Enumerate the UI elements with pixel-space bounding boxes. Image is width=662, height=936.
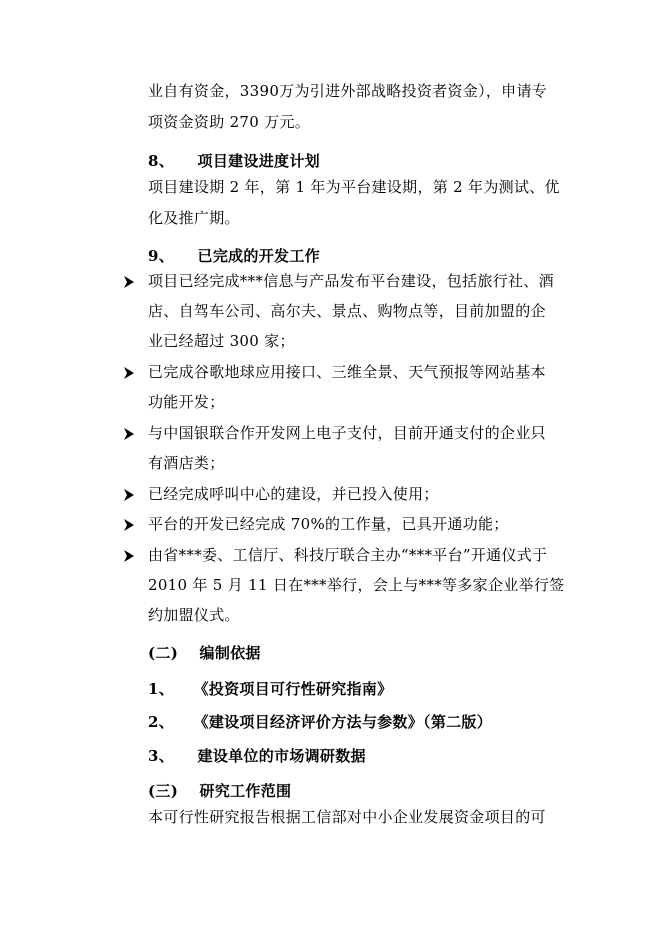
bullet-text-line: 业已经超过 300 家； — [148, 332, 295, 350]
arrowhead-bullet-icon — [122, 427, 136, 441]
body-text-line: 业自有资金，3390万为引进外部战略投资者资金），申请专 — [148, 82, 548, 100]
section-title: 已完成的开发工作 — [197, 247, 320, 265]
section-2-heading — [148, 642, 261, 663]
body-text-line: 项目建设期 2 年，第 1 年为平台建设期，第 2 年为测试、优 — [148, 178, 560, 196]
section-9-heading — [148, 245, 320, 266]
bullet-text-line: 由省***委、工信厅、科技厅联合主办“***平台”开通仪式于 — [148, 546, 548, 564]
bullet-text-line: 约加盟仪式。 — [148, 606, 240, 624]
bullet-text-line: 2010 年 5 月 11 日在***举行，会上与***等多家企业举行签 — [148, 576, 565, 594]
item-number: 1、 — [148, 680, 175, 698]
reference-item — [148, 678, 392, 699]
bullet-text-line: 与中国银联合作开发网上电子支付，目前开通支付的企业只 — [148, 424, 546, 442]
reference-item — [148, 711, 492, 732]
item-number: 2、 — [148, 713, 175, 731]
item-text: 《建设项目经济评价方法与参数》（第二版） — [193, 713, 493, 731]
body-text-line: 本可行性研究报告根据工信部对中小企业发展资金项目的可 — [148, 808, 546, 826]
bullet-text-line: 功能开发； — [148, 393, 225, 411]
arrowhead-bullet-icon — [122, 549, 136, 563]
item-text: 建设单位的市场调研数据 — [197, 747, 366, 765]
arrowhead-bullet-icon — [122, 366, 136, 380]
bullet-text-line: 项目已经完成***信息与产品发布平台建设，包括旅行社、酒 — [148, 272, 554, 290]
section-number: (三) — [148, 782, 179, 800]
section-title: 编制依据 — [199, 644, 261, 662]
item-number: 3、 — [148, 747, 175, 765]
bullet-text-line: 平台的开发已经完成 70%的工作量，已具开通功能； — [148, 515, 509, 533]
section-3-heading — [148, 780, 291, 801]
section-number: 9、 — [148, 247, 175, 265]
section-number: 8、 — [148, 152, 175, 170]
section-number: (二) — [148, 644, 179, 662]
section-title: 项目建设进度计划 — [197, 152, 320, 170]
bullet-text-line: 有酒店类； — [148, 454, 225, 472]
arrowhead-bullet-icon — [122, 488, 136, 502]
body-text-line: 项资金资助 270 万元。 — [148, 113, 311, 131]
bullet-text-line: 已完成谷歌地球应用接口、三维全景、天气预报等网站基本 — [148, 363, 546, 381]
bullet-text-line: 已经完成呼叫中心的建设，并已投入使用； — [148, 485, 439, 503]
body-text-line: 化及推广期。 — [148, 209, 240, 227]
bullet-text-line: 店、自驾车公司、高尔夫、景点、购物点等，目前加盟的企 — [148, 302, 546, 320]
arrowhead-bullet-icon — [122, 518, 136, 532]
arrowhead-bullet-icon — [122, 275, 136, 289]
section-8-heading — [148, 150, 320, 171]
item-text: 《投资项目可行性研究指南》 — [193, 680, 393, 698]
reference-item — [148, 745, 366, 766]
section-title: 研究工作范围 — [199, 782, 292, 800]
